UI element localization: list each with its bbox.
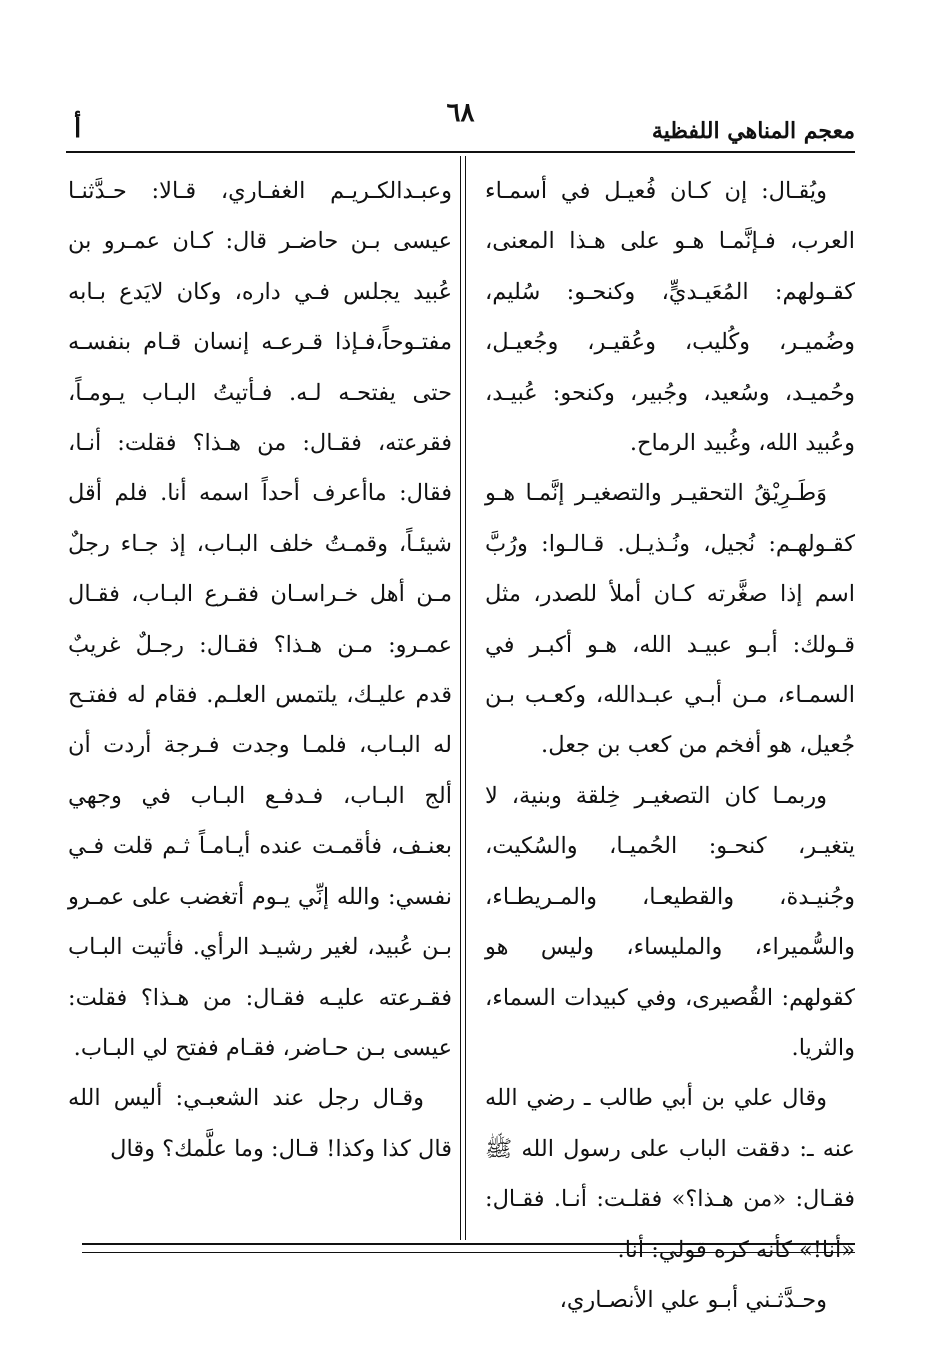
paragraph: وعبـدالكـريـم الغفـاري، قـالا: حـدَّثنـا عيسى بـن حاضـر قال: كـان عمـرو بن عُبيد يجلس فـي داره، وكان لايَدع بـابه مفتـوحاً،فـإذا قـرعـه إنسان قـام بنفسـه حتى يفتحـه لـه. فـأتيتُ البـاب يـومـاً، فقرعته، فقـال: من هـذا؟ فقلت: أنـا، فقال: ماأعرف أحداً اسمه أنا. فلم أقل شيئـاً، وقمـتُ خلف البـاب، إذ جـاء رجلٌ مـن أهل خـراسـان فقـرع البـاب، فقـال عمـرو: مـن هـذا؟ فقـال: رجـلٌ غريبٌ قدم عليـك، يلتمس العلـم. فقام له ففتـح له البـاب، فلمـا وجدت فـرجة أردت أن ألج البـاب، فـدفـع البـاب في وجهي بعنـف، فأقمـت عنده أيـامـاً ثـم قلت فـي نفسي: والله إنِّي يـوم أتغضب على عمـرو بـن عُبيد، لغير رشيـد الرأي. فأتيت البـاب فقـرعته عليـه فقـال: من هـذا؟ فقلت: عيسى بـن حـاضر، فقـام ففتح لي البـاب. [68, 178, 452, 1061]
paragraph: وقال علي بن أبي طالب ـ رضي الله عنه ـ: دققت الباب على رسول الله ﷺ فقـال: «من هـذا؟» فقلـت: أنـا. فقـال: «أنا!» كأنه كره قولي: أنا. [485, 1085, 855, 1263]
column-divider [460, 156, 466, 1240]
header-rule [66, 151, 855, 153]
left-column [68, 166, 452, 1232]
paragraph: وحـدَّثـني أبـو علي الأنصـاري، [559, 1286, 827, 1313]
paragraph: وَطَـرِيْقُ التحقيـر والتصغيـر إنَّمـا هـو كقـولهـم: نُجيل، ونُـذيـل. قـالـوا: ورُبَّ اسم إذا صغَّرته كـان أملأ للصدر، مثل قـولك: أبـو عبيـد الله، هـو أكبـر في السمـاء، مـن أبـي عبـدالله، وكعـب بـن جُعيل، هو أفخم من كعب بن جعل. [485, 480, 855, 759]
paragraph: ويُقـال: إن كـان فُعيـل في أسمـاء العرب، فـإنَّمـا هـو على هـذا المعنى، كقـولهم: المُعَيـديٍّ، وكنحـو: سُليم، وضُميـر، وكُليب، وعُقيـر، وجُعيـل، وحُميـد، وسُعيد، وجُبير، وكنحو: عُبيـد، وعُبيد الله، وغُبيد الرماح. [485, 178, 855, 457]
page-number: ٦٨ [446, 98, 475, 128]
page-header [66, 92, 855, 152]
signature-mark: أ [74, 114, 82, 144]
book-title: معجم المناهي اللفظية [651, 118, 855, 144]
footer-rule-thin [82, 1252, 855, 1253]
paragraph: وربمـا كان التصغيـر خِلقة وبنية، لا يتغيـر، كنحـو: الحُميـا، والسُكيت، وجُنيـدة، والقطيعـا، والمـريطـاء، والسُّميراء، والمليساء، وليس هو كقولهم: القُصيرى، وفي كبيدات السماء، والثريا. [485, 782, 855, 1061]
paragraph: وقـال رجل عند الشعبـي: أليس الله قال كذا وكذا! قـال: وما علَّمك؟ وقال [68, 1085, 452, 1162]
footer-rule [82, 1243, 855, 1245]
right-column [485, 166, 855, 1313]
